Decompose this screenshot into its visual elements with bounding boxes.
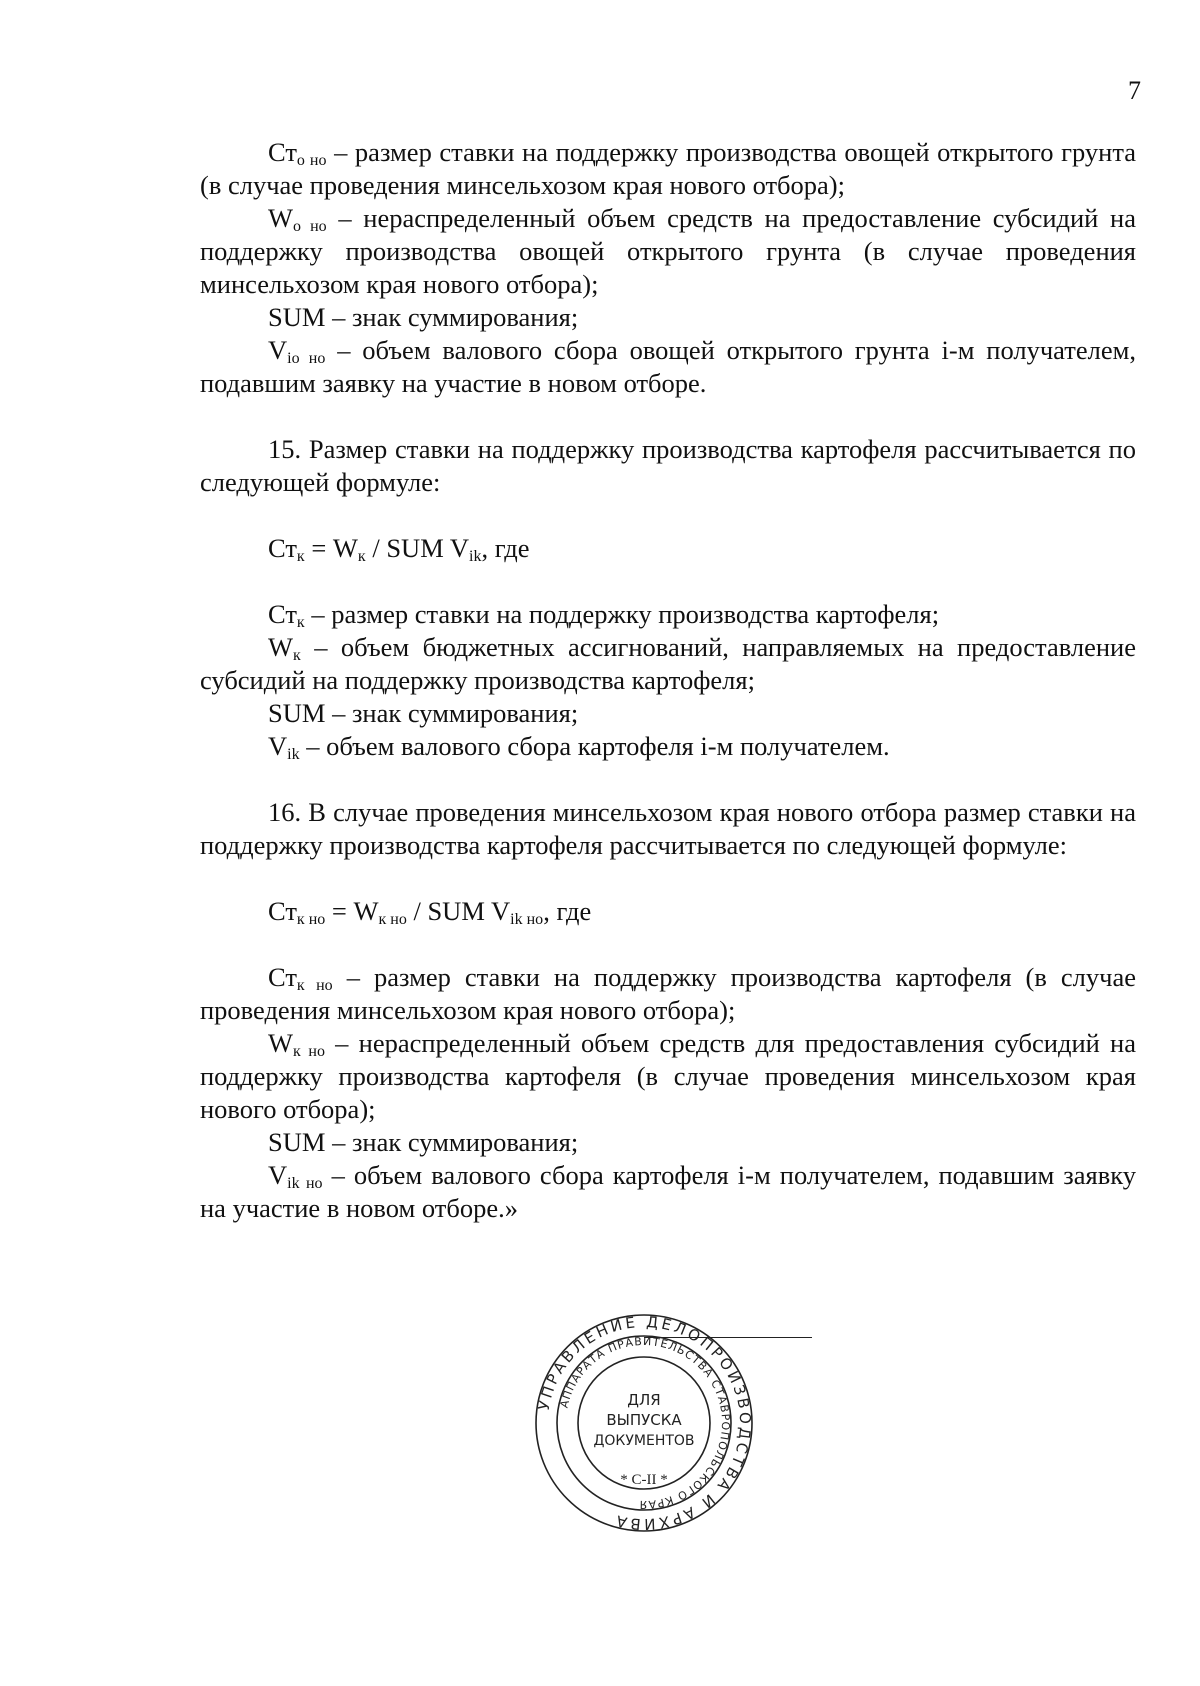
stamp-inner-text: АППАРАТА ПРАВИТЕЛЬСТВА СТАВРОПОЛЬСКОГО КРАЯ <box>557 1334 733 1512</box>
document-body <box>200 136 1136 1225</box>
definition-w-k-no: $W_{к но}$ – нераспределенный объем средств для предоставления субсидий на поддержку производства картофеля (в случае проведения минсельхозом края нового отбора); <box>200 1028 1136 1124</box>
definition-st-k: $Ст_к$ – размер ставки на поддержку производства картофеля; <box>268 599 940 631</box>
definition-st-k-no: $Ст_{к но}$ – размер ставки на поддержку производства картофеля (в случае проведения минсельхозом края нового отбора); <box>200 962 1136 1025</box>
definition-sum: SUM – знак суммирования; <box>268 302 579 332</box>
definition-sum-3: SUM – знак суммирования; <box>268 1127 579 1157</box>
stamp-center-line-1: ДЛЯ <box>627 1391 661 1409</box>
page-number: 7 <box>1128 76 1141 105</box>
definition-w-k: $W_к$ – объем бюджетных ассигнований, направляемых на предоставление субсидий на поддержку производства картофеля; <box>200 632 1136 695</box>
stamp-code: * С-II * <box>620 1472 668 1488</box>
definition-w-o-no: $W_{о но}$ – нераспределенный объем средств на предоставление субсидий на поддержку производства овощей открытого грунта (в случае проведения минсельхозом края нового отбора); <box>200 203 1136 299</box>
definition-v-ik-no: $V_{ik но}$ – объем валового сбора картофеля i-м получателем, подавшим заявку на участие в новом отборе.» <box>200 1160 1136 1223</box>
definition-sum-2: SUM – знак суммирования; <box>268 698 579 728</box>
definition-v-io-no: $V_{io но}$ – объем валового сбора овощей открытого грунта i-м получателем, подавшим заявку на участие в новом отборе. <box>200 335 1136 398</box>
paragraph-16: 16. В случае проведения минсельхозом края нового отбора размер ставки на поддержку производства картофеля рассчитывается по следующей формуле: <box>200 797 1136 860</box>
formula-st-k: $Ст_к = W_к$ / SUM $V_{ik}$, где <box>268 533 530 565</box>
definition-v-ik: $V_{ik}$ – объем валового сбора картофеля i-м получателем. <box>268 731 890 763</box>
official-stamp <box>533 1312 755 1534</box>
stamp-center-line-3: ДОКУМЕНТОВ <box>593 1433 695 1449</box>
formula-st-k-no: $Ст_{к но} = W_{к но}$ / SUM $V_{ik но}$, где <box>268 896 592 928</box>
stamp-outer-text: УПРАВЛЕНИЕ ДЕЛОПРОИЗВОДСТВА И АРХИВА <box>534 1312 755 1534</box>
definition-st-o-no: $Ст_{о но}$ – размер ставки на поддержку производства овощей открытого грунта (в случае проведения минсельхозом края нового отбора); <box>200 137 1136 200</box>
paragraph-15: 15. Размер ставки на поддержку производства картофеля рассчитывается по следующей формуле: <box>200 434 1136 497</box>
stamp-center-line-2: ВЫПУСКА <box>606 1411 682 1429</box>
